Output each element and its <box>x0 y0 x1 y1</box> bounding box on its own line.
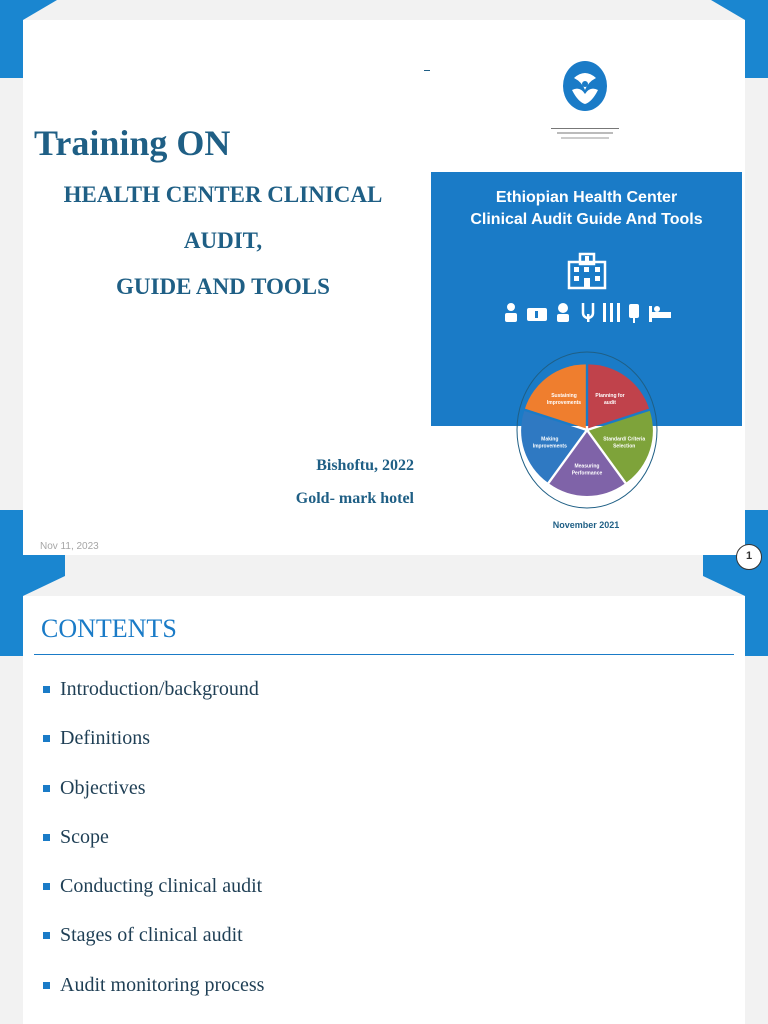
venue-text: Gold- mark hotel <box>295 490 414 507</box>
list-item <box>43 924 264 973</box>
cycle-segment-label: Selection <box>613 443 636 450</box>
bullet-square-icon <box>43 686 50 693</box>
cycle-segment-label: Improvements <box>546 399 582 406</box>
bullet-square-icon <box>43 785 50 792</box>
corner-accent-top-left <box>0 0 23 78</box>
decorative-dash <box>424 70 430 71</box>
list-item <box>43 875 264 924</box>
list-item-label: Objectives <box>60 776 146 799</box>
hospital-icon <box>565 250 609 290</box>
cover-title-line-2: Clinical Audit Guide And Tools <box>470 211 703 228</box>
contents-heading: CONTENTS <box>41 614 177 643</box>
slide-subtitle-line-1: HEALTH CENTER CLINICAL <box>63 182 383 207</box>
list-item <box>43 777 264 826</box>
list-item-label: Introduction/background <box>60 678 259 700</box>
list-item <box>43 974 264 1023</box>
ministry-logo <box>562 60 608 112</box>
bullet-square-icon <box>43 735 50 742</box>
cycle-segment-label: Sustaining <box>551 392 577 399</box>
list-item <box>43 727 264 776</box>
corner-accent-mid-left-bar <box>23 555 65 576</box>
corner-accent-mid-right <box>745 510 768 656</box>
cycle-segment-label: audit <box>604 399 616 406</box>
location-text: Bishoftu, 2022 <box>316 457 414 474</box>
contents-list <box>43 678 264 1023</box>
cycle-segment-label: Planning for <box>595 392 625 399</box>
slide-date: Nov 11, 2023 <box>40 541 99 552</box>
cycle-segment-label: Performance <box>571 470 603 477</box>
bullet-square-icon <box>43 834 50 841</box>
ministry-logo-caption <box>545 120 625 139</box>
heading-divider <box>34 654 734 655</box>
list-item-label: Scope <box>60 825 109 848</box>
bullet-square-icon <box>43 932 50 939</box>
corner-accent-top-right-tri <box>711 0 745 20</box>
corner-accent-mid-left-tri <box>23 576 65 596</box>
audit-cycle-diagram <box>516 338 658 524</box>
list-item-label: Stages of clinical audit <box>60 924 243 947</box>
slide-title: Training ON <box>34 123 231 163</box>
cycle-segment-label: Measuring <box>574 463 600 470</box>
bullet-square-icon <box>43 883 50 890</box>
corner-accent-top-right <box>745 0 768 78</box>
slide-subtitle-line-2: AUDIT, <box>183 228 263 253</box>
cycle-segment-label: Standard/ Criteria <box>603 436 646 443</box>
list-item-label: Definitions <box>60 727 150 750</box>
cycle-segment-label: Making <box>541 436 559 443</box>
list-item-label: Conducting clinical audit <box>60 875 263 898</box>
cover-title-line-1: Ethiopian Health Center <box>495 189 678 206</box>
cycle-segment-label: Improvements <box>532 443 567 450</box>
list-item-label: Audit monitoring process <box>60 973 265 996</box>
slide-subtitle-line-3: GUIDE AND TOOLS <box>116 274 330 299</box>
corner-accent-mid-left <box>0 510 23 656</box>
cover-date: November 2021 <box>552 520 620 530</box>
list-item <box>43 678 264 727</box>
contents-slide <box>23 596 745 1024</box>
page-number-badge: 1 <box>736 544 762 570</box>
corner-accent-top-left-tri <box>23 0 57 20</box>
bullet-square-icon <box>43 982 50 989</box>
corner-accent-mid-right-tri <box>703 576 745 596</box>
title-slide <box>23 20 745 555</box>
list-item <box>43 826 264 875</box>
medical-icons-row <box>501 300 673 324</box>
